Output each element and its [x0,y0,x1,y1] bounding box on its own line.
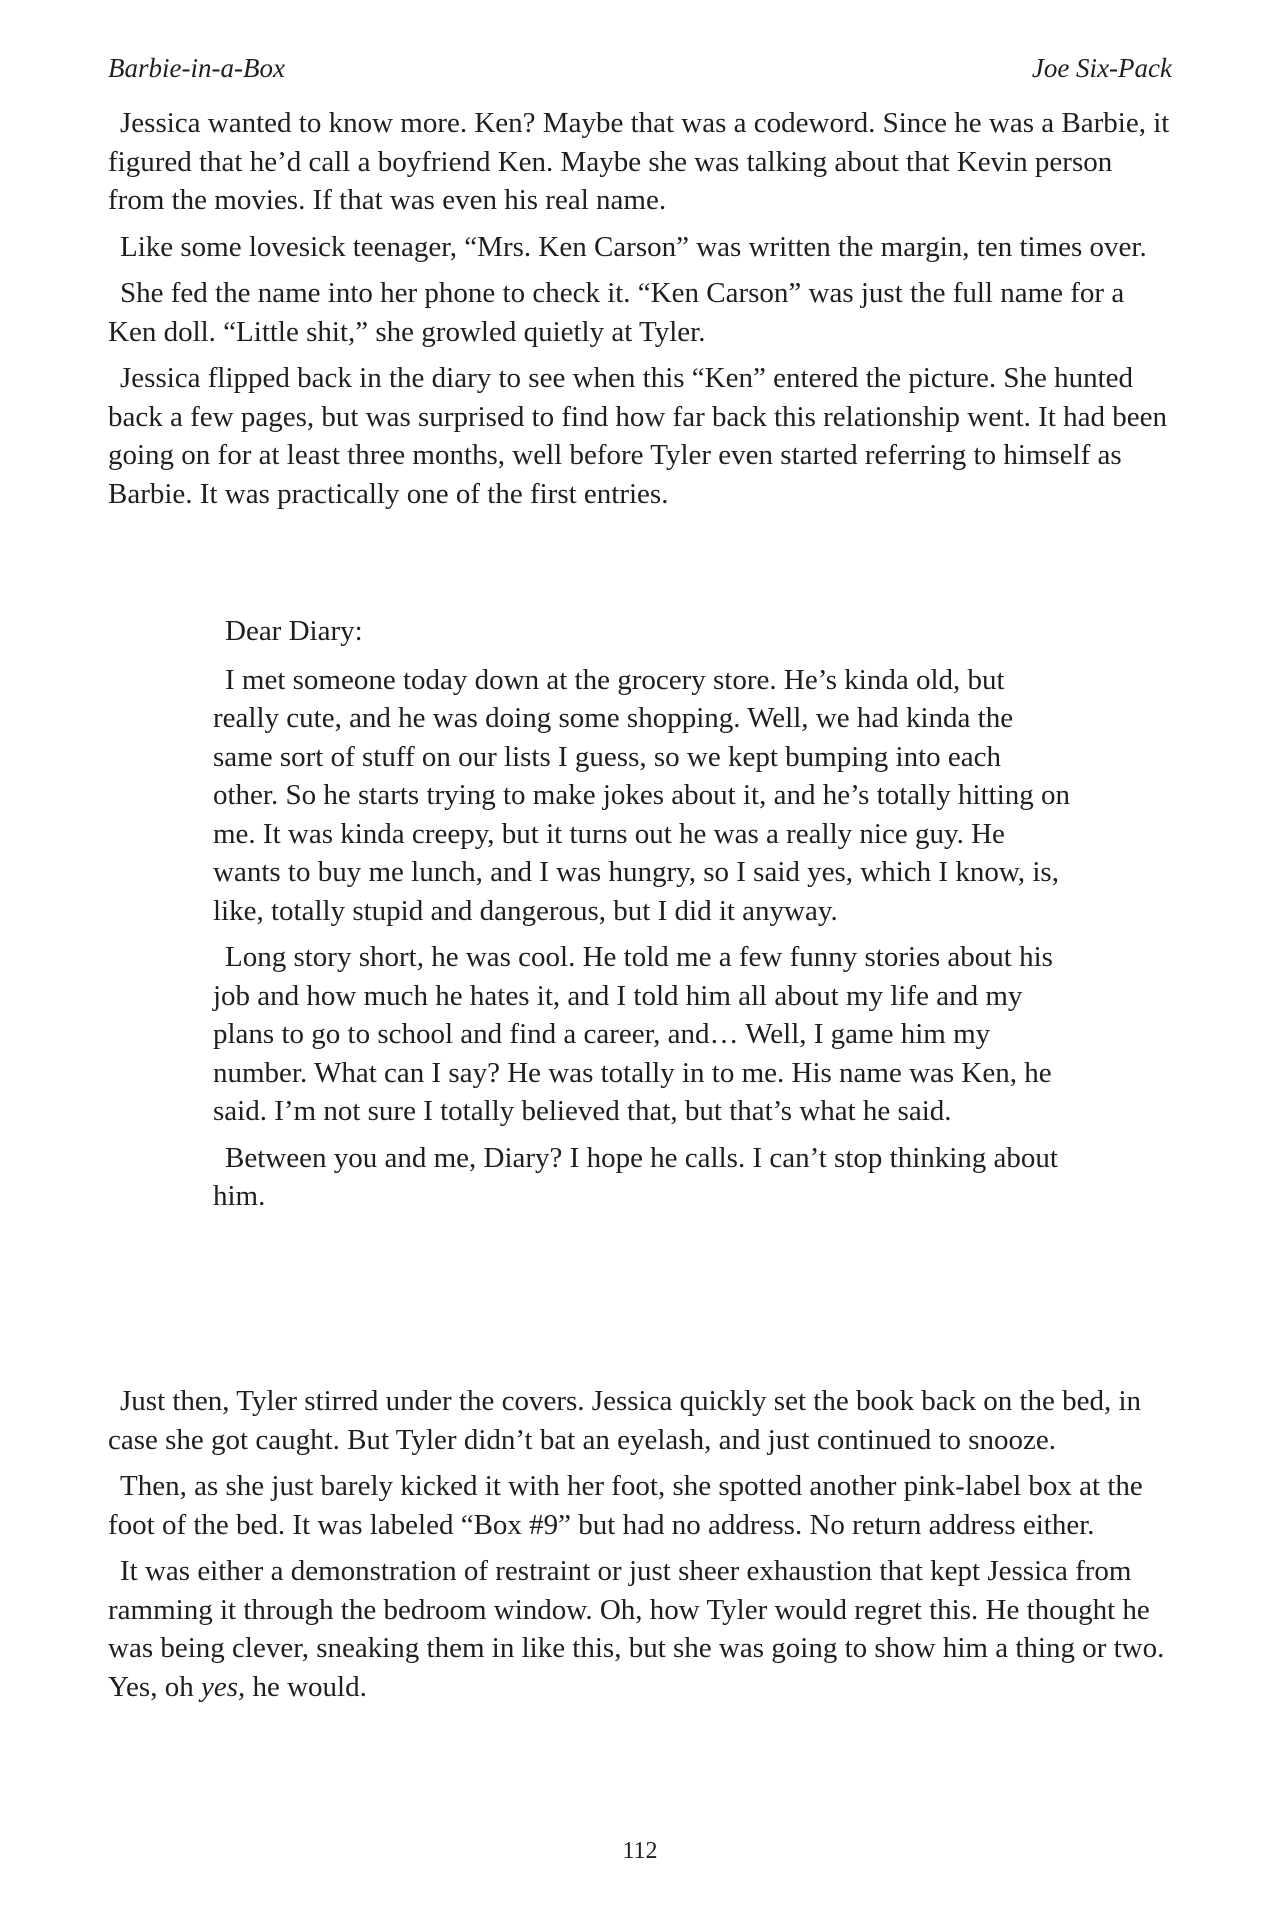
page-number: 112 [622,1838,658,1864]
paragraph-text: It was either a demonstration of restraint or just sheer exhaustion that kept Jessica from ramming it through the bedroom window. Oh, how Tyler would regret this. He thought he was being clever, sneaking them in like this, but she was going to show him a thing or two. Yes, oh [108,1555,1165,1703]
diary-paragraph: Between you and me, Diary? I hope he calls. I can’t stop thinking about him. [213,1141,1058,1212]
diary-paragraph: Long story short, he was cool. He told me a few funny stories about his job and how much he hates it, and I told him all about my life and my plans to go to school and find a career, and… Well, I game him my number. What can I say? He was totally in to me. His name was Ken, he said. I’m not sure I totally believed that, but that’s what he said. [213,941,1053,1127]
diary-salutation: Dear Diary: [225,615,363,647]
paragraph: Just then, Tyler stirred under the covers. Jessica quickly set the book back on the bed, in case she got caught. But Tyler didn’t bat an eyelash, and just continued to snooze. [108,1385,1142,1456]
book-title: Barbie-in-a-Box [108,53,285,83]
diary-paragraph: I met someone today down at the grocery store. He’s kinda old, but really cute, and he was doing some shopping. Well, we had kinda the same sort of stuff on our lists I guess, so we kept bumping into each other. So he starts trying to make jokes about it, and he’s totally hitting on me. It was kinda creepy, but it turns out he was a really nice guy. He wants to buy me lunch, and I was hungry, so I said yes, which I know, is, like, totally stupid and dangerous, but I did it anyway. [213,663,1071,927]
paragraph-text-end: he would. [245,1670,367,1703]
running-header [108,48,1172,88]
narrative-block-bottom [108,1382,1174,1714]
paragraph-final [108,1552,1174,1706]
emphasized-word: yes, [200,1670,246,1703]
paragraph: Then, as she just barely kicked it with her foot, she spotted another pink-label box at the foot of the bed. It was labeled “Box #9” but had no address. No return address either. [108,1470,1143,1541]
paragraph: She fed the name into her phone to check it. “Ken Carson” was just the full name for a Ken doll. “Little shit,” she growled quietly at Tyler. [108,277,1125,348]
diary-entry [213,612,1073,1224]
paragraph: Jessica flipped back in the diary to see when this “Ken” entered the picture. She hunted back a few pages, but was surprised to find how far back this relationship went. It had been going on for at least three months, well before Tyler even started referring to himself as Barbie. It was practically one of the first entries. [108,362,1167,510]
paragraph: Jessica wanted to know more. Ken? Maybe that was a codeword. Since he was a Barbie, it figured that he’d call a boyfriend Ken. Maybe she was talking about that Kevin person from the movies. If that was even his real name. [108,107,1170,216]
narrative-block-top [108,104,1174,521]
paragraph: Like some lovesick teenager, “Mrs. Ken Carson” was written the margin, ten times over. [120,230,1147,263]
author-name: Joe Six-Pack [1031,53,1172,83]
